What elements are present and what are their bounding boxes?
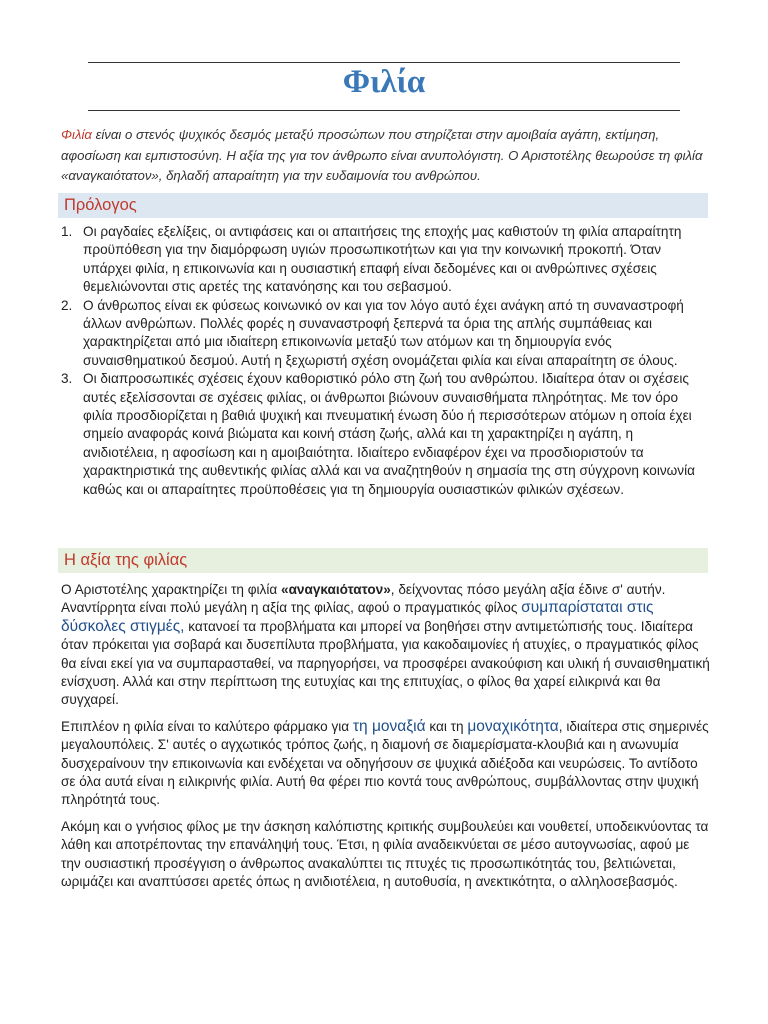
text-run: Ο Αριστοτέλης χαρακτηρίζει τη φιλία	[61, 582, 282, 597]
list-item	[61, 297, 711, 371]
list-item	[61, 223, 711, 297]
intro-paragraph	[61, 125, 711, 187]
value-paragraph-3: Ακόμη και ο γνήσιος φίλος με την άσκηση καλόπιστης κριτικής συμβουλεύει και νουθετεί, υποδεικνύοντας τα λάθη και αποτρέποντας την επανάληψή τους. Έτσι, η φιλία αναδεικνύεται σε μέσο αυτογνωσίας, αφού με την ουσιαστική προσέγγιση ο άνθρωπος ανακαλύπτει τις πτυχές τις προσωπικότητάς του, βελτιώνεται, ωριμάζει και αναπτύσσει αρετές όπως η ανιδιοτέλεια, η αυτοθυσία, η ανεκτικότητα, ο αλληλοσεβασμός.	[61, 818, 709, 890]
list-item-number: 1.	[61, 224, 73, 239]
text-run: , δείχνοντας πόσο μεγάλη αξία έδινε σ' αυτήν. Αναντίρρητα είναι πολύ μεγάλη η αξία της φιλίας, αφού ο πραγματικός φίλος	[61, 582, 666, 616]
list-item	[61, 370, 711, 499]
prologue-list	[61, 223, 711, 499]
value-heading: Η αξία της φιλίας	[58, 548, 708, 573]
highlight-phrase: τη μοναξιά	[352, 717, 426, 735]
text-run: , ιδιαίτερα στις σημερινές μεγαλουπόλεις. Σ' αυτές ο αγχωτικός τρόπος ζωής, η διαμονή σε διαμερίσματα-κλουβιά και η ανωνυμία δυσχεραίνουν την επικοινωνία και ενδέχεται να οδηγήσουν σε ψυχικά αδιέξοδα και νευρώσεις. Το αντίδοτο σε όλα αυτά είναι η ειλικρινής φιλία. Αυτή θα φέρει πιο κοντά τους ανθρώπους, συμβάλλοντας στην ψυχική πληρότητά τους.	[61, 718, 709, 808]
intro-text: είναι ο στενός ψυχικός δεσμός μεταξύ προσώπων που στηρίζεται στην αμοιβαία αγάπη, εκτίμηση, αφοσίωση και εμπιστοσύνη. Η αξία της για τον άνθρωπο είναι ανυπολόγιστη. Ο Αριστοτέλης θεωρούσε τη φιλία «αναγκαιότατον», δηλαδή απαραίτητη για την ευδαιμονία του ανθρώπου.	[61, 127, 703, 183]
prologue-heading: Πρόλογος	[58, 193, 708, 218]
list-item-number: 2.	[61, 297, 73, 313]
title-underline	[88, 110, 680, 111]
value-paragraph-2	[61, 718, 711, 810]
list-item-number: 3.	[61, 371, 73, 387]
text-run: Επιπλέον η φιλία είναι το καλύτερο φάρμακο για	[61, 718, 353, 734]
text-run: και τη	[425, 718, 468, 734]
list-item-text: Οι διαπροσωπικές σχέσεις έχουν καθοριστικό ρόλο στη ζωή του ανθρώπου. Ιδιαίτερα όταν οι σχέσεις αυτές εξελίσσονται σε σχέσεις φιλίας, οι άνθρωποι βιώνουν συναισθήματα πληρότητας. Με τον όρο φιλία προσδιορίζεται η βαθιά ψυχική και πνευματική ένωση δύο ή περισσότερων ατόμων η οποία έχει σημείο αναφοράς κοινά βιώματα και κοινή στάση ζωής, αλλά και τη χαρακτηρίζει η αγάπη, η ανιδιοτέλεια, η αφοσίωση και η αμοιβαιότητα. Ιδιαίτερο ενδιαφέρον έχει να προσδιοριστούν τα χαρακτηριστικά της αυθεντικής φιλίας αλλά και να αναζητηθούν η σημασία της στη σύγχρονη κοινωνία καθώς και οι απαραίτητες προϋποθέσεις για τη δημιουργία ουσιαστικών φιλικών σχέσεων.	[83, 371, 695, 497]
value-paragraph-1	[61, 581, 711, 710]
value-body	[61, 581, 711, 900]
list-item-text: Οι ραγδαίες εξελίξεις, οι αντιφάσεις και οι απαιτήσεις της εποχής μας καθιστούν τη φιλία απαραίτητη προϋπόθεση για την διαμόρφωση υγιών προσωπικοτήτων και για την κοινωνική προκοπή. Όταν υπάρχει φιλία, η επικοινωνία και η ουσιαστική επαφή είναι δεδομένες και οι ανθρώπινες σχέσεις θεμελιώνονται στις αρετές της κατανόησης και του σεβασμού.	[83, 224, 682, 295]
highlight-phrase: μοναχικότητα	[467, 717, 559, 735]
text-run: κατανοεί τα προβλήματα και μπορεί να βοηθήσει στην αντιμετώπισής τους. Ιδιαίτερα όταν πρόκειται για σοβαρά και δυσεπίλυτα προβλήματα, για κακοδαιμονίες ή ατυχίες, ο πραγματικός φίλος θα είναι εκεί για να συμπαρασταθεί, να παρηγορήσει, να προσφέρει ανακούφιση και υλική ή συναισθηματική ενίσχυση. Αλλά και στην περίπτωση της ευτυχίας και της επιτυχίας, ο φίλος θα χαρεί ειλικρινά και θα συγχαρεί.	[61, 618, 710, 708]
list-item-text: Ο άνθρωπος είναι εκ φύσεως κοινωνικό ον και για τον λόγο αυτό έχει ανάγκη από τη συναναστροφή άλλων ανθρώπων. Πολλές φορές η συναναστροφή ξεπερνά τα όρια της απλής συμπάθειας και χαρακτηρίζεται από μια ιδιαίτερη επικοινωνία μεταξύ των ατόμων και τη δημιουργία ενός συναισθηματικού δεσμού. Αυτή η ξεχωριστή σχέση ονομάζεται φιλία και είναι απαραίτητη σε όλους.	[83, 297, 684, 368]
bold-quote: «αναγκαιότατον»	[281, 582, 391, 597]
highlight-phrase: συμπαρίσταται στις δύσκολες στιγμές,	[61, 599, 654, 635]
top-rule	[88, 62, 680, 63]
intro-lead-word: Φιλία	[61, 127, 92, 142]
page-title: Φιλία	[342, 64, 426, 100]
